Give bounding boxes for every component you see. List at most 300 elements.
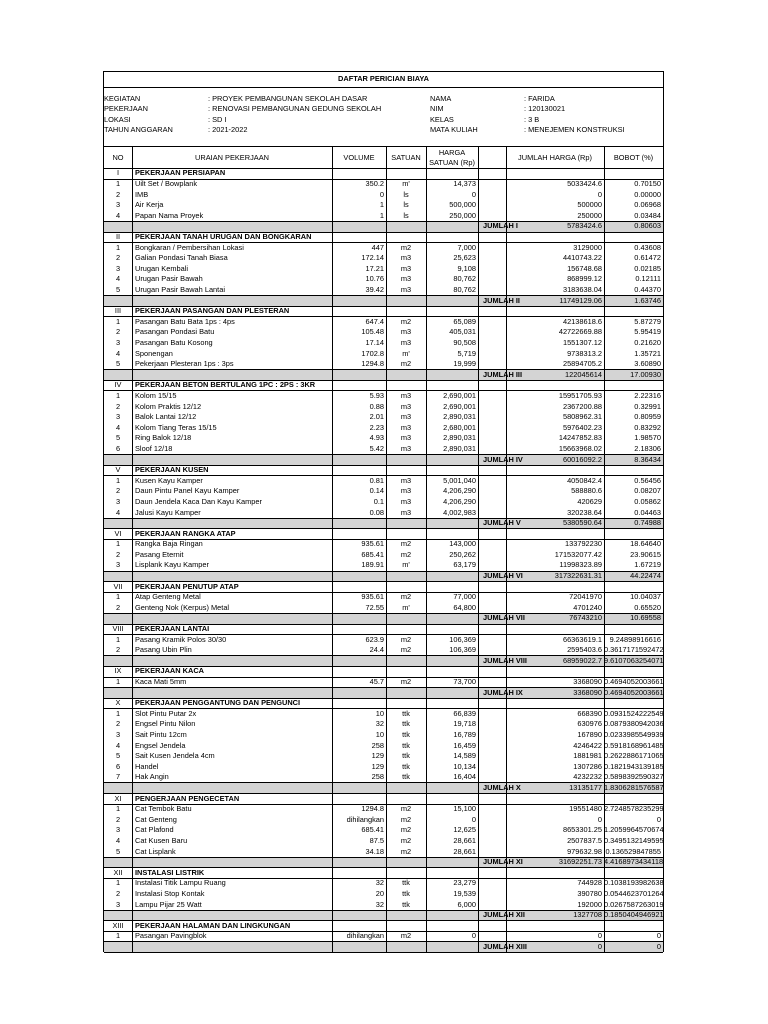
item-weight: 1.67219 bbox=[634, 560, 661, 570]
item-unit: m3 bbox=[400, 285, 412, 295]
item-volume: 623.9 bbox=[365, 634, 384, 644]
subtotal-label: JUMLAH XII bbox=[483, 910, 525, 920]
subtotal-weight: 9.6107063254071 bbox=[604, 655, 664, 665]
item-number: 3 bbox=[115, 496, 121, 506]
item-unit-price: 405,031 bbox=[449, 327, 476, 337]
item-total: 4232232 bbox=[573, 772, 602, 782]
item-unit-price: 0 bbox=[471, 814, 476, 824]
subtotal-value: 31692251.73 bbox=[558, 857, 602, 867]
item-description: Instalasi Stop Kontak bbox=[135, 888, 205, 898]
info-label: KELAS bbox=[430, 114, 454, 124]
item-number: 4 bbox=[115, 422, 121, 432]
item-number: 2 bbox=[115, 549, 121, 559]
item-weight: 0.06968 bbox=[634, 200, 661, 210]
item-volume: 1294.8 bbox=[361, 359, 384, 369]
item-unit-price: 65,089 bbox=[453, 316, 476, 326]
item-volume: 1 bbox=[379, 210, 384, 220]
item-unit-price: 4,206,290 bbox=[443, 496, 476, 506]
item-number: 1 bbox=[115, 931, 121, 941]
item-total: 1307286 bbox=[573, 761, 602, 771]
info-label: MATA KULIAH bbox=[430, 124, 478, 134]
subtotal-label: JUMLAH VIII bbox=[483, 655, 527, 665]
item-unit: m2 bbox=[400, 835, 412, 845]
item-unit-price: 77,000 bbox=[453, 592, 476, 602]
item-weight: 1.98570 bbox=[634, 433, 661, 443]
item-volume: 72.55 bbox=[365, 602, 384, 612]
item-description: Sait Kusen Jendela 4cm bbox=[135, 751, 215, 761]
item-description: Lisplank Kayu Kamper bbox=[135, 560, 209, 570]
section-title: PEKERJAAN BETON BERTULANG 1PC : 2PS : 3KR bbox=[135, 380, 316, 390]
col-header-jumlah: JUMLAH HARGA (Rp) bbox=[518, 153, 592, 162]
sheet-title: DAFTAR PERICIAN BIAYA bbox=[338, 74, 429, 83]
item-total: 4701240 bbox=[573, 602, 602, 612]
item-unit: m3 bbox=[400, 475, 412, 485]
item-unit: m2 bbox=[400, 316, 412, 326]
item-weight: 1.35721 bbox=[634, 348, 661, 358]
item-volume: 350.2 bbox=[365, 179, 384, 189]
item-total: 42722669.88 bbox=[558, 327, 602, 337]
item-unit: m3 bbox=[400, 253, 412, 263]
item-weight: 0.0267587263019 bbox=[604, 899, 664, 909]
item-description: Pasangan Pondasi Batu bbox=[135, 327, 215, 337]
item-total: 500000 bbox=[577, 200, 602, 210]
col-header-harga-1: HARGA bbox=[438, 148, 466, 157]
item-unit-price: 63,179 bbox=[453, 560, 476, 570]
item-unit-price: 14,589 bbox=[453, 751, 476, 761]
item-total: 15663968.02 bbox=[558, 443, 602, 453]
item-total: 0 bbox=[597, 189, 602, 199]
item-description: Galian Pondasi Tanah Biasa bbox=[135, 253, 228, 263]
item-weight: 0 bbox=[656, 931, 661, 941]
section-title: PEKERJAAN KACA bbox=[135, 666, 204, 676]
item-unit: ttk bbox=[402, 761, 410, 771]
item-unit: m2 bbox=[400, 825, 412, 835]
item-number: 1 bbox=[115, 242, 121, 252]
item-volume: 685.41 bbox=[361, 825, 384, 835]
section-number: VIII bbox=[112, 624, 124, 634]
item-weight: 18.64640 bbox=[630, 539, 661, 549]
subtotal-value: 5380590.64 bbox=[562, 518, 602, 528]
item-volume: 4.93 bbox=[369, 433, 384, 443]
section-number: II bbox=[115, 232, 121, 242]
item-description: Handel bbox=[135, 761, 159, 771]
subtotal-label: JUMLAH II bbox=[483, 295, 520, 305]
item-total: 744928 bbox=[577, 878, 602, 888]
item-unit: m3 bbox=[400, 507, 412, 517]
item-weight: 0.5898392590327 bbox=[604, 772, 664, 782]
item-weight: 0.32991 bbox=[634, 401, 661, 411]
cost-estimate-sheet bbox=[103, 71, 664, 952]
item-weight: 0.80959 bbox=[634, 412, 661, 422]
item-unit-price: 15,100 bbox=[453, 804, 476, 814]
item-number: 4 bbox=[115, 740, 121, 750]
item-unit-price: 2,890,031 bbox=[443, 433, 476, 443]
item-total: 42138618.6 bbox=[562, 316, 602, 326]
item-volume: 10 bbox=[375, 708, 384, 718]
info-value: : 3 B bbox=[524, 114, 540, 124]
item-description: Balok Lantai 12/12 bbox=[135, 412, 197, 422]
item-description: Pasangan Batu Kosong bbox=[135, 338, 213, 347]
subtotal-value: 76743210 bbox=[569, 613, 602, 623]
item-description: Pekerjaan Plesteran 1ps : 3ps bbox=[135, 359, 234, 369]
item-weight: 2.18306 bbox=[634, 443, 661, 453]
section-title: PEKERJAAN PENUTUP ATAP bbox=[135, 581, 239, 591]
item-weight: 0.08207 bbox=[634, 486, 661, 496]
item-weight: 2.22316 bbox=[634, 390, 661, 400]
item-description: Cat Kusen Baru bbox=[135, 835, 188, 845]
item-unit: ttk bbox=[402, 719, 410, 729]
item-unit: m' bbox=[402, 602, 410, 612]
item-description: Cat Tembok Batu bbox=[135, 804, 192, 814]
item-unit-price: 5,001,040 bbox=[443, 475, 476, 485]
item-description: Slot Pintu Putar 2x bbox=[135, 708, 197, 718]
section-title: PEKERJAAN PERSIAPAN bbox=[135, 168, 226, 178]
section-number: XII bbox=[113, 867, 123, 877]
item-total: 0 bbox=[597, 931, 602, 941]
item-volume: 34.18 bbox=[365, 846, 384, 856]
item-number: 4 bbox=[115, 210, 121, 220]
item-volume: dihilangkan bbox=[346, 814, 384, 824]
item-unit: m2 bbox=[400, 539, 412, 549]
item-unit-price: 500,000 bbox=[449, 200, 476, 210]
item-unit-price: 90,508 bbox=[453, 338, 476, 347]
item-total: 72041970 bbox=[569, 592, 602, 602]
col-header-harga-2: SATUAN (Rp) bbox=[429, 158, 475, 167]
item-unit-price: 6,000 bbox=[457, 899, 476, 909]
item-unit: m2 bbox=[400, 846, 412, 856]
item-weight: 0.0233985549939 bbox=[604, 730, 664, 739]
item-description: Urugan Pasir Bawah bbox=[135, 274, 203, 284]
item-description: Pasang Ubin Plin bbox=[135, 645, 192, 655]
item-number: 3 bbox=[115, 412, 121, 422]
item-total: 14247852.83 bbox=[558, 433, 602, 443]
item-volume: 189.91 bbox=[361, 560, 384, 570]
col-header-volume: VOLUME bbox=[343, 153, 375, 162]
item-unit: ttk bbox=[402, 740, 410, 750]
item-weight: 0.02185 bbox=[634, 263, 661, 273]
item-unit: m3 bbox=[400, 412, 412, 422]
subtotal-value: 13135177 bbox=[569, 782, 602, 792]
item-number: 3 bbox=[115, 825, 121, 835]
item-unit-price: 0 bbox=[471, 189, 476, 199]
item-total: 630976 bbox=[577, 719, 602, 729]
item-volume: 647.4 bbox=[365, 316, 384, 326]
subtotal-weight: 8.36434 bbox=[634, 454, 661, 464]
item-volume: 0.14 bbox=[369, 486, 384, 496]
col-header-bobot: BOBOT (%) bbox=[613, 153, 654, 162]
item-number: 2 bbox=[115, 645, 121, 655]
title-divider bbox=[104, 87, 663, 88]
item-unit: m2 bbox=[400, 645, 412, 655]
item-total: 2507837.5 bbox=[567, 835, 602, 845]
item-unit-price: 2,890,031 bbox=[443, 443, 476, 453]
section-number: X bbox=[115, 698, 121, 708]
item-total: 192000 bbox=[577, 899, 602, 909]
item-unit-price: 143,000 bbox=[449, 539, 476, 549]
item-description: Cat Genteng bbox=[135, 814, 177, 824]
item-volume: 1 bbox=[379, 200, 384, 210]
item-weight: 10.04037 bbox=[630, 592, 661, 602]
item-unit: ls bbox=[403, 210, 409, 220]
item-number: 3 bbox=[115, 899, 121, 909]
item-number: 1 bbox=[115, 539, 121, 549]
item-weight: 5.87279 bbox=[634, 316, 661, 326]
item-total: 156748.68 bbox=[567, 263, 602, 273]
subtotal-value: 0 bbox=[597, 941, 602, 951]
header-top-line bbox=[104, 146, 663, 147]
info-value: : 2021-2022 bbox=[208, 124, 248, 134]
section-number: I bbox=[116, 168, 120, 178]
subtotal-weight: 44.22474 bbox=[630, 571, 661, 581]
subtotal-label: JUMLAH IX bbox=[483, 687, 523, 697]
item-unit: m3 bbox=[400, 401, 412, 411]
item-weight: 0.0544623701264 bbox=[604, 888, 664, 898]
item-description: Kaca Mati 5mm bbox=[135, 677, 187, 687]
item-weight: 0.1821943139185 bbox=[604, 761, 664, 771]
column-divider bbox=[386, 146, 387, 952]
section-title: PENGERJAAN PENGECETAN bbox=[135, 793, 240, 803]
section-title: PEKERJAAN HALAMAN DAN LINGKUNGAN bbox=[135, 920, 291, 930]
item-weight: 9.24898916616 bbox=[609, 634, 661, 644]
item-total: 167890 bbox=[577, 730, 602, 739]
item-number: 1 bbox=[115, 708, 121, 718]
item-total: 66363619.1 bbox=[562, 634, 602, 644]
item-unit: ttk bbox=[402, 730, 410, 739]
item-number: 2 bbox=[115, 253, 121, 263]
info-value: : FARIDA bbox=[524, 94, 555, 103]
subtotal-weight: 0.4694052003661 bbox=[604, 687, 664, 697]
item-volume: 1294.8 bbox=[361, 804, 384, 814]
item-description: Ring Balok 12/18 bbox=[135, 433, 192, 443]
item-total: 8653301.25 bbox=[562, 825, 602, 835]
subtotal-value: 317322631.31 bbox=[554, 571, 602, 581]
item-volume: 2.01 bbox=[369, 412, 384, 422]
item-unit: m2 bbox=[400, 634, 412, 644]
item-unit: m3 bbox=[400, 443, 412, 453]
item-volume: 0.08 bbox=[369, 507, 384, 517]
item-total: 1551307.12 bbox=[562, 338, 602, 347]
item-weight: 0.83292 bbox=[634, 422, 661, 432]
item-total: 979632.98 bbox=[567, 846, 602, 856]
item-unit-price: 80,762 bbox=[453, 274, 476, 284]
item-unit-price: 9,108 bbox=[457, 263, 476, 273]
item-number: 2 bbox=[115, 486, 121, 496]
item-unit-price: 14,373 bbox=[453, 179, 476, 189]
item-weight: 0.05862 bbox=[634, 496, 661, 506]
item-number: 1 bbox=[115, 592, 121, 602]
item-number: 1 bbox=[115, 179, 121, 189]
item-description: Pasangan Pavingblok bbox=[135, 931, 207, 941]
column-divider bbox=[506, 146, 507, 952]
item-volume: 0.88 bbox=[369, 401, 384, 411]
item-description: Kolom Praktis 12/12 bbox=[135, 401, 202, 411]
item-number: 4 bbox=[115, 274, 121, 284]
item-volume: 935.61 bbox=[361, 539, 384, 549]
subtotal-label: JUMLAH V bbox=[483, 518, 521, 528]
item-weight: 0.12111 bbox=[635, 274, 661, 284]
item-unit: ttk bbox=[402, 878, 410, 888]
item-weight: 0.43608 bbox=[634, 242, 661, 252]
subtotal-weight: 4.4168973434118 bbox=[604, 857, 664, 867]
subtotal-weight: 0.80603 bbox=[634, 221, 661, 231]
item-description: Urugan Kembali bbox=[135, 263, 188, 273]
subtotal-value: 5783424.6 bbox=[567, 221, 602, 231]
item-total: 3183638.04 bbox=[562, 285, 602, 295]
item-unit: m3 bbox=[400, 263, 412, 273]
item-unit-price: 80,762 bbox=[453, 285, 476, 295]
item-weight: 0.3617171592472 bbox=[604, 645, 664, 655]
item-description: Jalusi Kayu Kamper bbox=[135, 507, 201, 517]
item-description: Instalasi Titik Lampu Ruang bbox=[135, 878, 226, 888]
item-description: Sait Pintu 12cm bbox=[135, 730, 187, 739]
info-label: NIM bbox=[430, 104, 444, 114]
item-description: Urugan Pasir Bawah Lantai bbox=[135, 285, 225, 295]
item-unit-price: 28,661 bbox=[453, 835, 476, 845]
item-volume: 258 bbox=[371, 740, 384, 750]
subtotal-label: JUMLAH VI bbox=[483, 571, 523, 581]
item-volume: 10 bbox=[375, 730, 384, 739]
item-unit-price: 19,999 bbox=[453, 359, 476, 369]
item-total: 320238.64 bbox=[567, 507, 602, 517]
subtotal-weight: 1.8306281576587 bbox=[604, 782, 664, 792]
section-title: PEKERJAAN TANAH URUGAN DAN BONGKARAN bbox=[135, 232, 312, 242]
item-unit-price: 106,369 bbox=[449, 634, 476, 644]
item-total: 668390 bbox=[577, 708, 602, 718]
item-total: 0 bbox=[597, 814, 602, 824]
item-unit-price: 250,000 bbox=[449, 210, 476, 220]
item-description: IMB bbox=[135, 189, 149, 199]
item-total: 133792230 bbox=[565, 539, 602, 549]
item-number: 2 bbox=[115, 189, 121, 199]
item-weight: 3.60890 bbox=[634, 359, 661, 369]
item-number: 2 bbox=[115, 719, 121, 729]
item-unit-price: 73,700 bbox=[453, 677, 476, 687]
item-volume: 5.42 bbox=[369, 443, 384, 453]
item-unit-price: 0 bbox=[471, 931, 476, 941]
item-number: 1 bbox=[115, 390, 121, 400]
item-unit-price: 5,719 bbox=[457, 348, 476, 358]
item-unit-price: 2,680,001 bbox=[443, 422, 476, 432]
item-unit: m2 bbox=[400, 804, 412, 814]
item-unit: m3 bbox=[400, 327, 412, 337]
item-number: 4 bbox=[115, 507, 121, 517]
subtotal-label: JUMLAH I bbox=[483, 221, 518, 231]
item-description: Daun Jendela Kaca Dan Kayu Kamper bbox=[135, 496, 262, 506]
item-total: 1881981 bbox=[573, 751, 602, 761]
item-weight: 0.0879380942036 bbox=[604, 719, 664, 729]
column-divider bbox=[332, 146, 333, 952]
item-weight: 23.90615 bbox=[630, 549, 661, 559]
item-number: 2 bbox=[115, 814, 121, 824]
info-label: KEGIATAN bbox=[104, 94, 141, 103]
item-total: 9738313.2 bbox=[567, 348, 602, 358]
item-unit-price: 16,789 bbox=[453, 730, 476, 739]
item-unit-price: 106,369 bbox=[449, 645, 476, 655]
item-total: 5808962.31 bbox=[562, 412, 602, 422]
info-value: : SD I bbox=[208, 114, 227, 124]
item-description: Genteng Nok (Kerpus) Metal bbox=[135, 602, 230, 612]
item-volume: 0.1 bbox=[373, 496, 384, 506]
section-number: XIII bbox=[112, 920, 124, 930]
item-unit-price: 2,890,031 bbox=[443, 412, 476, 422]
subtotal-value: 122045614 bbox=[565, 369, 602, 379]
section-title: PEKERJAAN PASANGAN DAN PLESTERAN bbox=[135, 306, 290, 316]
item-number: 3 bbox=[115, 338, 121, 347]
item-total: 4410743.22 bbox=[562, 253, 602, 263]
subtotal-value: 3368090 bbox=[573, 687, 602, 697]
item-total: 25894705.2 bbox=[562, 359, 602, 369]
item-unit: m3 bbox=[400, 390, 412, 400]
item-total: 11998323.89 bbox=[559, 560, 602, 570]
item-weight: 5.95419 bbox=[634, 327, 661, 337]
subtotal-weight: 10.69558 bbox=[630, 613, 661, 623]
item-weight: 0.04463 bbox=[634, 507, 661, 517]
item-volume: 129 bbox=[371, 761, 384, 771]
info-label: PEKERJAAN bbox=[104, 104, 148, 114]
col-header-no: NO bbox=[112, 153, 124, 162]
item-weight: 0.5918168961485 bbox=[604, 740, 664, 750]
item-weight: 0.4694052003661 bbox=[604, 677, 664, 687]
subtotal-label: JUMLAH XIII bbox=[483, 941, 527, 951]
section-number: VI bbox=[114, 528, 122, 538]
item-description: Sloof 12/18 bbox=[135, 443, 173, 453]
subtotal-value: 68959022.7 bbox=[562, 655, 602, 665]
item-description: Air Kerja bbox=[135, 200, 164, 210]
item-number: 3 bbox=[115, 560, 121, 570]
section-title: PEKERJAAN LANTAI bbox=[135, 624, 210, 634]
item-weight: 2.7248578235299 bbox=[604, 804, 664, 814]
item-number: 6 bbox=[115, 443, 121, 453]
subtotal-value: 60016092.2 bbox=[562, 454, 602, 464]
item-unit: m3 bbox=[400, 274, 412, 284]
item-volume: 17.14 bbox=[365, 338, 384, 347]
item-volume: 105.48 bbox=[361, 327, 384, 337]
row-line bbox=[104, 952, 663, 953]
section-number: XI bbox=[114, 793, 122, 803]
item-weight: 0.1038193982638 bbox=[604, 878, 664, 888]
item-volume: 0.81 bbox=[369, 475, 384, 485]
item-unit-price: 66,839 bbox=[453, 708, 476, 718]
item-weight: 0.44370 bbox=[634, 285, 661, 295]
item-unit-price: 23,279 bbox=[453, 878, 476, 888]
section-title: PEKERJAAN KUSEN bbox=[135, 465, 209, 475]
item-description: Bongkaran / Pembersihan Lokasi bbox=[135, 242, 244, 252]
info-value: : PROYEK PEMBANGUNAN SEKOLAH DASAR bbox=[208, 94, 368, 103]
item-total: 3368090 bbox=[573, 677, 602, 687]
info-label: TAHUN ANGGARAN bbox=[104, 124, 173, 134]
item-unit: m2 bbox=[400, 592, 412, 602]
item-number: 1 bbox=[115, 634, 121, 644]
item-description: Daun Pintu Panel Kayu Kamper bbox=[135, 486, 240, 496]
item-unit: ttk bbox=[402, 708, 410, 718]
item-number: 3 bbox=[115, 200, 121, 210]
item-number: 5 bbox=[115, 751, 121, 761]
item-total: 4246422 bbox=[573, 740, 602, 750]
item-weight: 0.56456 bbox=[634, 475, 661, 485]
item-description: Engsel Pintu Nilon bbox=[135, 719, 196, 729]
item-number: 1 bbox=[115, 475, 121, 485]
item-unit-price: 2,690,001 bbox=[443, 390, 476, 400]
item-number: 1 bbox=[115, 804, 121, 814]
item-unit: m2 bbox=[400, 549, 412, 559]
item-number: 1 bbox=[115, 677, 121, 687]
item-unit-price: 2,690,001 bbox=[443, 401, 476, 411]
subtotal-weight: 0.74988 bbox=[634, 518, 661, 528]
col-header-satuan: SATUAN bbox=[391, 153, 421, 162]
column-divider bbox=[426, 146, 427, 952]
item-unit: m2 bbox=[400, 814, 412, 824]
item-weight: 0.3495132149595 bbox=[604, 835, 664, 845]
